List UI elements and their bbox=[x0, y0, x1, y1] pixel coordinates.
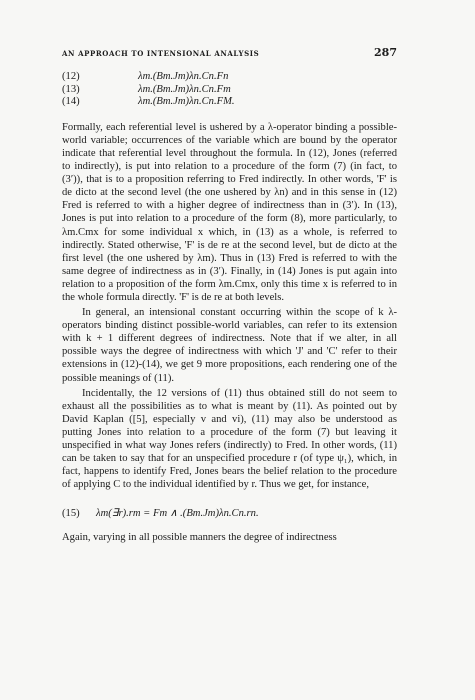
closing-line: Again, varying in all possible manners the degree of indirectness bbox=[62, 531, 337, 543]
formula-14 bbox=[62, 95, 397, 108]
formula-number: (15) bbox=[62, 508, 80, 520]
equation-15 bbox=[62, 507, 397, 520]
page-number: 287 bbox=[374, 46, 397, 59]
formula-number: (14) bbox=[62, 96, 80, 108]
paragraph-in-general: In general, an intensional constant occurring within the scope of k λ-operators binding distinct possible-world variables, can refer to its extension with k + 1 different degrees of indirectness. Note that if we alter, in all possible ways the degree of indirectness with which 'J' and 'C' refer to their extensions in (12)-(14), we get 9 more propositions, each rendering one of the possible meanings of (11). bbox=[62, 307, 397, 384]
page-body bbox=[62, 70, 397, 544]
formula-expression: λm.(Bm.Jm)λn.Cn.Fn bbox=[138, 71, 229, 82]
paragraph-incidentally: Incidentally, the 12 versions of (11) thus obtained still do not seem to exhaust all the possibilities as to what is meant by (11). As pointed out by David Kaplan ([5], especially v and vi), (11) may also be understood as putting Jones into relation to a procedure of the form (7) but leaving it unspecified in what way Jones refers (indirectly) to Fred. In other words, (11) can be taken to say that for an unspecified procedure r (of type ψ₁), which, in fact, happens to identify Fred, Jones bears the belief relation to the procedure of applying C to the individual identified by r. Thus we get, for instance, bbox=[62, 387, 397, 491]
paragraph-formally: Formally, each referential level is ushered by a λ-operator binding a possible-world variable; occurrences of the variable which are bound by the operator indicate that referential level throughout the formula. In (12), Jones (referred to indirectly), is put into relation to a procedure of the form (7) (in fact, to (3′)), that is to a proposition referring to Fred indirectly. In other words, 'F' is de dicto at the second level (the one ushered by λn) and in this sense in (12) Fred is referred to with a higher degree of indirectness than in (3′). In (13), Jones is put into relation to a procedure of the form (8), more particularly, to λm.Cmx for some individual x which, in (13) as a whole, is referred to indirectly. Stated otherwise, 'F' is de re at the second level, but de dicto at the first level (the one ushered by λm). Thus in (13) Fred is referred to with the same degree of indirectness as in (3′). Finally, in (14) Jones is put again into relation to a proposition of the form λm.Cmx, only this time x is referred to in the whole formula directly. 'F' is de re at both levels. bbox=[62, 121, 397, 303]
page-header bbox=[62, 46, 397, 59]
formula-number: (12) bbox=[62, 71, 80, 82]
formula-expression: λm.(Bm.Jm)λn.Cn.FM. bbox=[138, 96, 235, 108]
formula-list bbox=[62, 70, 397, 108]
formula-expression: λm(∃r).rm = Fm ∧ .(Bm.Jm)λn.Cn.rn. bbox=[96, 508, 259, 520]
formula-expression: λm.(Bm.Jm)λn.Cn.Fm bbox=[138, 83, 231, 95]
formula-13 bbox=[62, 83, 397, 96]
formula-number: (13) bbox=[62, 83, 80, 95]
formula-12 bbox=[62, 70, 397, 83]
running-head: AN APPROACH TO INTENSIONAL ANALYSIS bbox=[62, 49, 260, 58]
